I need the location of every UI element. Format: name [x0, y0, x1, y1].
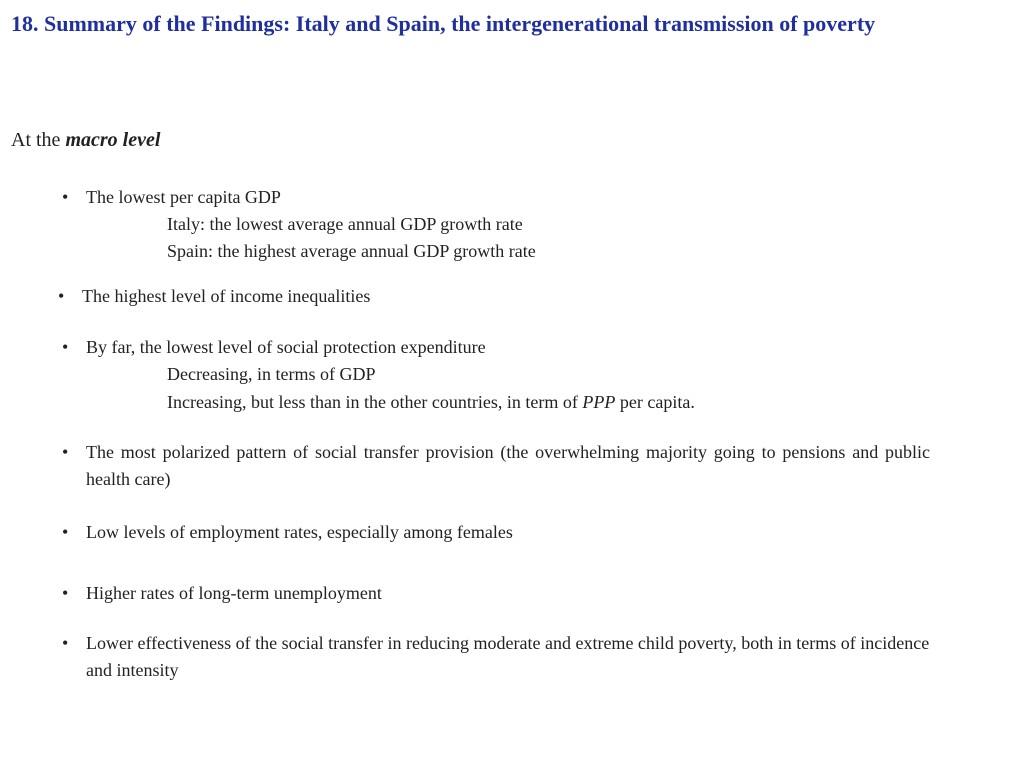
bullet-marker: •: [62, 583, 69, 603]
bullet-item: [62, 630, 930, 684]
bullet-marker: •: [62, 187, 69, 207]
bullet-marker: •: [62, 442, 69, 462]
bullet-item: [62, 580, 942, 607]
bullet-item: [62, 519, 942, 546]
bullet-text: By far, the lowest level of social protection expenditure: [86, 337, 486, 357]
subheading-emphasis: macro level: [65, 129, 161, 151]
ppp-text-after: per capita.: [619, 392, 695, 412]
bullet-text: The most polarized pattern of social transfer provision (the overwhelming majority going to pensions and public health care): [86, 442, 930, 489]
ppp-italic: PPP: [582, 392, 616, 412]
bullet-marker: •: [62, 337, 69, 357]
bullet-text: The lowest per capita GDP: [86, 187, 281, 207]
bullet-item: [62, 334, 942, 361]
bullet-text: Low levels of employment rates, especially among females: [86, 522, 513, 542]
bullet-item: [62, 439, 930, 493]
bullet-text: Higher rates of long-term unemployment: [86, 583, 382, 603]
ppp-text-before: Increasing, but less than in the other countries, in term of: [167, 392, 578, 412]
bullet-subitem-ppp: [167, 389, 695, 416]
bullet-subitem: Spain: the highest average annual GDP growth rate: [167, 241, 536, 261]
bullet-text: Lower effectiveness of the social transfer in reducing moderate and extreme child poverty, both in terms of incidence and intensity: [86, 633, 930, 680]
bullet-item: [58, 283, 938, 310]
bullet-marker: •: [62, 522, 69, 542]
bullet-item: [62, 184, 942, 211]
subheading-prefix: At the: [11, 129, 61, 151]
bullet-marker: •: [62, 633, 69, 653]
section-subheading: [11, 127, 160, 153]
bullet-marker: •: [58, 286, 65, 306]
bullet-subitem: Italy: the lowest average annual GDP growth rate: [167, 214, 523, 234]
slide-title: 18. Summary of the Findings: Italy and Spain, the intergenerational transmission of poverty: [11, 11, 876, 36]
bullet-subitem: Decreasing, in terms of GDP: [167, 364, 376, 384]
bullet-text: The highest level of income inequalities: [82, 286, 371, 306]
